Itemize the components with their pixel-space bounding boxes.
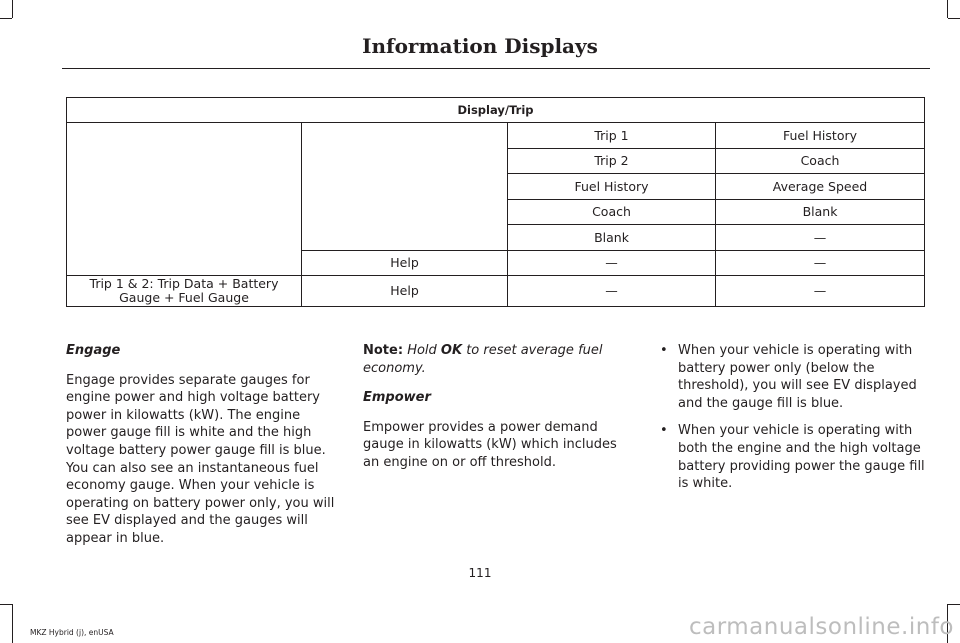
table-cell	[67, 225, 302, 251]
table-cell: —	[716, 250, 925, 276]
column-empower	[363, 342, 635, 484]
bullet-list	[658, 342, 930, 493]
page-title: Information Displays	[362, 34, 598, 58]
table-cell: Trip 2	[508, 148, 716, 174]
table-cell	[67, 148, 302, 174]
list-item	[658, 422, 930, 492]
table-cell	[302, 148, 508, 174]
page-number: 111	[468, 566, 492, 580]
table-row	[67, 199, 925, 225]
table-cell: Coach	[716, 148, 925, 174]
column-engage	[66, 342, 338, 560]
bullet-icon: •	[660, 423, 668, 439]
note-text-pre: Hold	[407, 343, 437, 358]
table-row	[67, 225, 925, 251]
bullet-text: When your vehicle is operating with battery power only (below the threshold), you will see EV displayed and the gauge fill is blue.	[678, 343, 917, 411]
table-cell	[302, 225, 508, 251]
table-cell: Blank	[716, 199, 925, 225]
table-row	[67, 276, 925, 307]
note-paragraph	[363, 342, 635, 377]
crop-mark-bottom-right-h	[948, 604, 960, 605]
engage-body: Engage provides separate gauges for engine power and high voltage battery power in kilowatts (kW). The engine power gauge fill is white and the high voltage battery power gauge fill is blue. You can also see an instantaneous fuel economy gauge. When your vehicle is operating on battery power only, you will see EV displayed and the gauges will appear in blue.	[66, 372, 335, 546]
note-text-post: to reset average fuel economy.	[363, 343, 603, 376]
column-bullets	[658, 342, 930, 503]
table-cell: Fuel History	[716, 123, 925, 149]
table-cell: —	[716, 225, 925, 251]
table-row	[67, 250, 925, 276]
table-cell: Average Speed	[716, 174, 925, 200]
table-cell: —	[508, 276, 716, 307]
table-row	[67, 148, 925, 174]
note-label: Note:	[363, 343, 404, 358]
bullet-icon: •	[660, 343, 668, 358]
crop-mark-bottom-left-h	[0, 604, 12, 605]
table-cell	[67, 199, 302, 225]
table-cell: Help	[302, 276, 508, 307]
table-cell: Fuel History	[508, 174, 716, 200]
crop-mark-bottom-left-v	[12, 604, 13, 643]
header-rule	[62, 68, 930, 69]
table-title: Display/Trip	[67, 98, 925, 123]
table-cell: Help	[302, 250, 508, 276]
table-cell: —	[716, 276, 925, 307]
table-cell	[302, 123, 508, 149]
table-cell: Coach	[508, 199, 716, 225]
footer-code: MKZ Hybrid (j), enUSA	[30, 628, 114, 637]
crop-mark-top-left-v	[12, 0, 13, 18]
crop-mark-top-left-h	[0, 18, 12, 19]
crop-mark-top-right-v	[947, 0, 948, 18]
note-ok-key: OK	[440, 343, 463, 358]
table-cell: Trip 1	[508, 123, 716, 149]
table-row	[67, 174, 925, 200]
table-cell	[67, 174, 302, 200]
table-cell	[67, 123, 302, 149]
empower-body: Empower provides a power demand gauge in kilowatts (kW) which includes an engine on or off threshold.	[363, 419, 617, 470]
table-row	[67, 123, 925, 149]
empower-heading: Empower	[363, 390, 431, 406]
table-cell	[67, 250, 302, 276]
engage-heading: Engage	[66, 343, 121, 358]
table-cell: —	[508, 250, 716, 276]
table-cell	[302, 199, 508, 225]
watermark: carmanualsonline.info	[688, 614, 954, 640]
table-cell: Trip 1 & 2: Trip Data + Battery Gauge + Fuel Gauge	[67, 276, 302, 307]
display-trip-table	[66, 97, 925, 307]
table-cell: Blank	[508, 225, 716, 251]
bullet-text: When your vehicle is operating with both the engine and the high voltage battery providing power the gauge fill is white.	[678, 423, 925, 492]
crop-mark-top-right-h	[948, 18, 960, 19]
table-cell	[302, 174, 508, 200]
list-item	[658, 342, 930, 412]
